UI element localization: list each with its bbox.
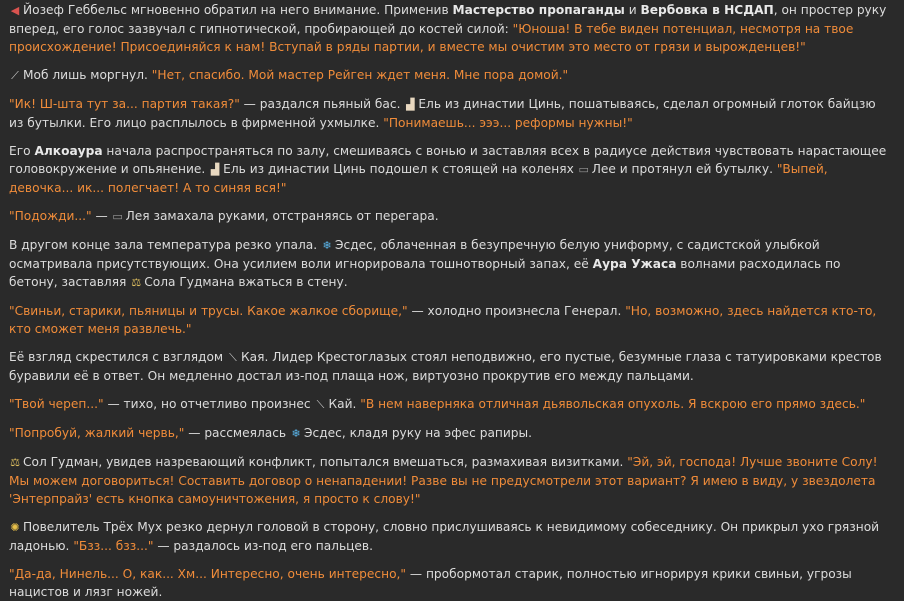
narration-text: — холодно произнесла Генерал. [407, 304, 626, 318]
narration-text: Моб лишь моргнул. [23, 68, 152, 82]
narration-text: Лея замахала руками, отстраняясь от перегара. [125, 209, 439, 223]
dialogue-quote: "Понимаешь... эээ... реформы нужны!" [383, 116, 633, 130]
dialogue-quote: "Да-да, Нинель... О, как... Хм... Интересно, очень интересно," [9, 567, 407, 581]
chat-message [9, 1, 892, 56]
knife-icon: ⟍ [316, 398, 325, 411]
chat-message [9, 395, 892, 414]
narration-text: Его [9, 144, 35, 158]
narration-text: Ель из династии Цинь, пошатываясь, сделал огромный глоток байцзю из бутылки. Его лицо расплылось в фирменной ухмылке. [9, 97, 876, 130]
skill-name: Вербовка в НСДАП [640, 3, 774, 17]
narration-text: Повелитель Трёх Мух резко дернул головой в сторону, словно прислушиваясь к невидимому собеседнику. Он прикрыл ухо грязной ладонью. [9, 520, 880, 553]
snowflake-icon: ❄ [322, 239, 332, 252]
gamepad-icon: ▭ [578, 163, 589, 176]
chat-message [9, 424, 892, 443]
narration-text: В другом конце зала температура резко упала. [9, 238, 321, 252]
skill-name: Аура Ужаса [592, 257, 677, 271]
dialogue-quote: "Юноша! В тебе виден потенциал, несмотря на твое происхождение! Присоединяйся к нам! Вступай в ряды партии, и вместе мы очистим это место от грязи и вырожденцев!" [9, 22, 854, 54]
narration-text: Сола Гудмана вжаться в стену. [144, 275, 348, 289]
spoon-icon: ⟋ [11, 69, 19, 82]
dialogue-quote: "Эй, эй, господа! Лучше звоните Солу! Мы можем договориться! Составить договор о ненападении! Разве вы не предусмотрели этот вариант? Я имею в виду, у звездолета 'Энтерпрайз' есть кнопка самоуничтожения, я просто к слову!" [9, 455, 878, 506]
dialogue-quote: "Выпей, девочка... ик... полегчает! А то синяя вся!" [9, 162, 828, 195]
narration-text: начала распространяться по залу, смешиваясь с вонью и заставляя всех в радиусе действия чувствовать нарастающее головокружение и опьянение. [9, 144, 887, 176]
narration-text: Ель из династии Цинь подошел к стоящей на коленях [223, 162, 578, 176]
dialogue-quote: "В нем наверняка отличная дьявольская опухоль. Я вскрою его прямо здесь." [360, 397, 866, 411]
scales-icon: ⚖ [131, 276, 142, 289]
chat-message [9, 142, 892, 197]
narration-text: — рассмеялась [184, 426, 290, 440]
narration-text: Лее и протянул ей бутылку. [591, 162, 777, 176]
narration-text: — пробормотал старик, полностью игнорируя крики свиньи, угрозы нацистов и лязг ножей. [9, 567, 852, 599]
narration-text: волнами расходилась по бетону, заставляя [9, 257, 841, 289]
dialogue-quote: "Свиньи, старики, пьяницы и трусы. Какое жалкое сборище," [9, 304, 408, 318]
dialogue-quote: "Но, возможно, здесь найдется кто-то, кто сможет меня развлечь." [9, 304, 877, 336]
dialogue-quote: "Нет, спасибо. Мой мастер Рейген ждет меня. Мне пора домой." [151, 68, 569, 82]
narration-text: Эсдес, облаченная в безупречную белую униформу, с садистской улыбкой осматривала присутствующих. Она усилием воли игнорировала тошнотворный запах, её [9, 238, 820, 271]
snowflake-icon: ❄ [291, 427, 301, 440]
chat-message [9, 348, 892, 385]
chat-message [9, 207, 892, 226]
chat-message [9, 565, 892, 601]
dialogue-quote: "Подожди..." [9, 209, 92, 223]
fly-icon: ✺ [10, 521, 20, 534]
narration-text: , он простер руку вперед, его голос зазвучал с гипнотической, пробирающей до костей силой: [9, 3, 887, 36]
dialogue-quote: "Попробуй, жалкий червь," [9, 426, 185, 440]
chat-message [9, 518, 892, 555]
narration-text: — раздалось из-под его пальцев. [153, 539, 373, 553]
narration-text: — тихо, но отчетливо произнес [103, 397, 315, 411]
chat-message [9, 302, 892, 338]
dialogue-quote: "Ик! Ш-шта тут за... партия такая?" [9, 97, 240, 111]
dialogue-quote: "Бзз... бзз..." [73, 539, 154, 553]
narration-text: и [624, 3, 641, 17]
gamepad-icon: ▭ [112, 210, 123, 223]
narration-text: — раздался пьяный бас. [239, 97, 405, 111]
skill-name: Алкоаура [34, 144, 103, 158]
chat-message [9, 453, 892, 508]
chat-message [9, 236, 892, 292]
narration-text: Эсдес, кладя руку на эфес рапиры. [303, 426, 533, 440]
megaphone-icon: ◀ [10, 4, 20, 17]
knife-icon: ⟍ [229, 351, 237, 364]
narration-text: Её взгляд скрестился с взглядом [9, 350, 227, 364]
narration-text: Кай. [328, 397, 361, 411]
chat-message [9, 95, 892, 132]
narration-text: Йозеф Геббельс мгновенно обратил на него внимание. Применив [23, 3, 453, 17]
bottle-icon: ▟ [210, 163, 220, 176]
narration-text: Сол Гудман, увидев назревающий конфликт, попытался вмешаться, размахивая визитками. [23, 455, 628, 469]
dialogue-quote: "Твой череп..." [9, 397, 104, 411]
skill-name: Мастерство пропаганды [452, 3, 625, 17]
narration-text: Кая. Лидер Крестоглазых стоял неподвижно, его пустые, безумные глаза с татуировками крестов буравили её в ответ. Он медленно достал из-под плаща нож, виртуозно прокрутив его между пальцами. [9, 350, 882, 383]
bottle-icon: ▟ [406, 98, 415, 111]
chat-message [9, 66, 892, 85]
narration-text: — [91, 209, 112, 223]
scales-icon: ⚖ [10, 456, 20, 469]
